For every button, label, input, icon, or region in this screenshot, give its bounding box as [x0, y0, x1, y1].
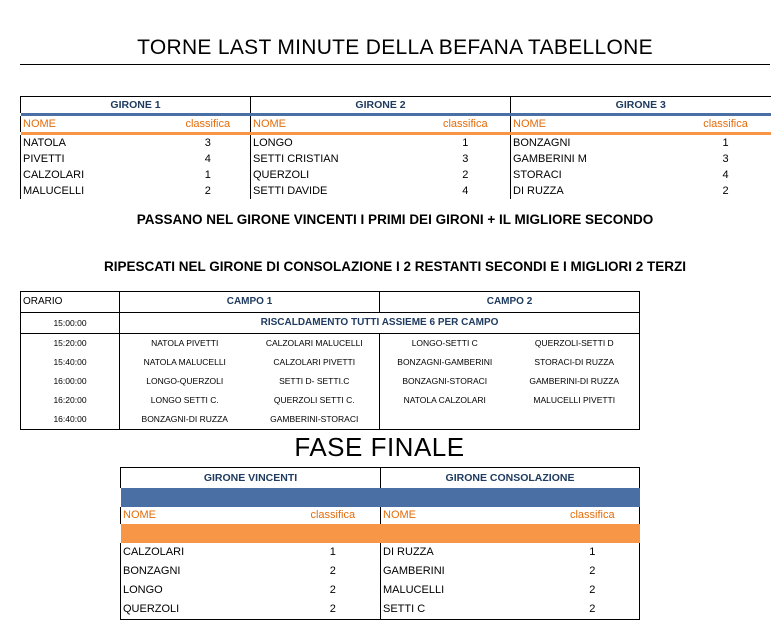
girone-1-rank: 1 [204, 169, 211, 181]
girone-2-rank: 2 [462, 169, 469, 181]
campo-1-match: QUERZOLI SETTI C. [273, 395, 355, 405]
finale-blue-bar [121, 488, 640, 507]
warmup-time: 15:00:00 [21, 313, 120, 334]
table-row [21, 334, 640, 354]
campo-1-match: BONZAGNI-DI RUZZA [120, 410, 250, 430]
girone-vincenti-title: GIRONE VINCENTI [121, 468, 381, 489]
girone-2-title: GIRONE 2 [251, 97, 511, 114]
campo-2-match: BONZAGNI-GAMBERINI [380, 353, 510, 372]
girone-1-rank-label: classifica [185, 118, 231, 130]
girone-3-rank: 1 [722, 137, 729, 149]
vincenti-name-label: NOME [121, 507, 286, 524]
table-row [21, 135, 771, 151]
gironi-header-row [21, 97, 771, 114]
girone-1-player: MALUCELLI [21, 183, 166, 199]
orario-label: ORARIO [21, 292, 120, 313]
finale-subheader-row [121, 507, 640, 524]
finale-table [120, 467, 640, 620]
vincenti-player: CALZOLARI [121, 543, 286, 562]
girone-2-rank-label: classifica [442, 118, 488, 130]
campo-1-label: CAMPO 1 [120, 292, 380, 313]
girone-3-player: BONZAGNI [511, 135, 681, 151]
gironi-subheader-row [21, 116, 771, 132]
vincenti-player: QUERZOLI [121, 600, 286, 620]
campo-2-match [380, 410, 510, 430]
vincenti-rank: 2 [329, 565, 336, 577]
finale-header-row [121, 468, 640, 489]
girone-2-player: SETTI DAVIDE [251, 183, 421, 199]
girone-2-player: SETTI CRISTIAN [251, 151, 421, 167]
girone-3-rank: 4 [722, 169, 729, 181]
table-row [21, 167, 771, 183]
consolazione-player: DI RUZZA [381, 543, 546, 562]
consolazione-player: GAMBERINI [381, 562, 546, 581]
announcement-vincenti: PASSANO NEL GIRONE VINCENTI I PRIMI DEI GIRONI + IL MIGLIORE SECONDO [136, 212, 654, 227]
girone-1-name-label: NOME [21, 116, 166, 132]
announcement-consolazione: RIPESCATI NEL GIRONE DI CONSOLAZIONE I 2 RESTANTI SECONDI E I MIGLIORI 2 TERZI [103, 259, 687, 274]
girone-3-rank: 3 [722, 153, 729, 165]
finale-orange-bar [121, 524, 640, 543]
girone-3-title: GIRONE 3 [511, 97, 771, 114]
consolazione-rank: 2 [546, 600, 640, 620]
table-row [121, 543, 640, 562]
campo-1-match: NATOLA MALUCELLI [120, 353, 250, 372]
girone-2-player: QUERZOLI [251, 167, 421, 183]
girone-3-player: DI RUZZA [511, 183, 681, 199]
warmup-text: RISCALDAMENTO TUTTI ASSIEME 6 PER CAMPO [120, 313, 640, 334]
girone-3-player: GAMBERINI M [511, 151, 681, 167]
table-row [21, 183, 771, 199]
consolazione-player: SETTI C [381, 600, 546, 620]
campo-1-match: LONGO SETTI C. [120, 391, 250, 410]
vincenti-rank: 2 [286, 600, 381, 620]
girone-3-rank: 2 [722, 185, 729, 197]
table-row [121, 600, 640, 620]
campo-1-match: GAMBERINI-STORACI [250, 410, 380, 430]
girone-3-rank-label: classifica [703, 118, 748, 130]
table-row [121, 562, 640, 581]
girone-consolazione-title: GIRONE CONSOLAZIONE [381, 468, 640, 489]
campo-2-match: STORACI-DI RUZZA [510, 353, 640, 372]
consolazione-rank: 1 [546, 543, 640, 562]
campo-2-match: NATOLA CALZOLARI [380, 391, 510, 410]
girone-2-name-label: NOME [251, 116, 421, 132]
girone-1-player: CALZOLARI [21, 167, 166, 183]
girone-1-title: GIRONE 1 [21, 97, 251, 114]
girone-1-rank: 3 [204, 137, 211, 149]
schedule-header-row [21, 292, 640, 313]
campo-2-match: MALUCELLI PIVETTI [510, 391, 640, 410]
girone-3-player: STORACI [511, 167, 681, 183]
table-row [21, 372, 640, 391]
girone-2-rank: 3 [462, 153, 469, 165]
campo-2-match: BONZAGNI-STORACI [380, 372, 510, 391]
consolazione-name-label: NOME [381, 507, 546, 524]
vincenti-player: LONGO [121, 581, 286, 600]
campo-1-match: CALZOLARI MALUCELLI [265, 338, 363, 348]
campo-1-match: NATOLA PIVETTI [120, 334, 250, 354]
consolazione-rank-label: classifica [546, 507, 640, 524]
campo-2-match: GAMBERINI-DI RUZZA [510, 372, 640, 391]
consolazione-player: MALUCELLI [381, 581, 546, 600]
consolazione-rank: 2 [546, 562, 640, 581]
girone-2-player: LONGO [251, 135, 421, 151]
table-row [21, 410, 640, 430]
warmup-row [21, 313, 640, 334]
table-row [21, 353, 640, 372]
match-time: 16:20:00 [21, 391, 120, 410]
match-time: 16:40:00 [21, 410, 120, 430]
match-time: 15:20:00 [21, 334, 120, 354]
campo-1-match: CALZOLARI PIVETTI [273, 357, 356, 367]
girone-2-rank: 1 [462, 137, 469, 149]
girone-2-rank: 4 [462, 185, 469, 197]
girone-1-rank: 4 [204, 153, 211, 165]
campo-2-match: LONGO-SETTI C [380, 334, 510, 354]
match-time: 16:00:00 [21, 372, 120, 391]
campo-1-match: SETTI D- SETTI.C [279, 376, 350, 386]
campo-2-match [510, 410, 640, 430]
table-row [21, 391, 640, 410]
schedule-table [20, 291, 640, 430]
campo-1-match: LONGO-QUERZOLI [120, 372, 250, 391]
page-title: TORNE LAST MINUTE DELLA BEFANA TABELLONE [137, 36, 653, 59]
girone-1-player: NATOLA [21, 135, 166, 151]
vincenti-player: BONZAGNI [121, 562, 286, 581]
title-underline [20, 64, 770, 65]
match-time: 15:40:00 [21, 353, 120, 372]
girone-3-name-label: NOME [511, 116, 681, 132]
girone-1-player: PIVETTI [21, 151, 166, 167]
table-row [121, 581, 640, 600]
vincenti-rank: 1 [329, 546, 336, 558]
gironi-table [20, 96, 771, 199]
campo-2-match: QUERZOLI-SETTI D [510, 334, 640, 354]
campo-2-label: CAMPO 2 [380, 292, 640, 313]
consolazione-rank: 2 [546, 581, 640, 600]
vincenti-rank-label: classifica [310, 509, 356, 521]
table-row [21, 151, 771, 167]
vincenti-rank: 2 [329, 584, 336, 596]
girone-1-rank: 2 [204, 185, 211, 197]
fase-finale-title: FASE FINALE [294, 432, 465, 462]
